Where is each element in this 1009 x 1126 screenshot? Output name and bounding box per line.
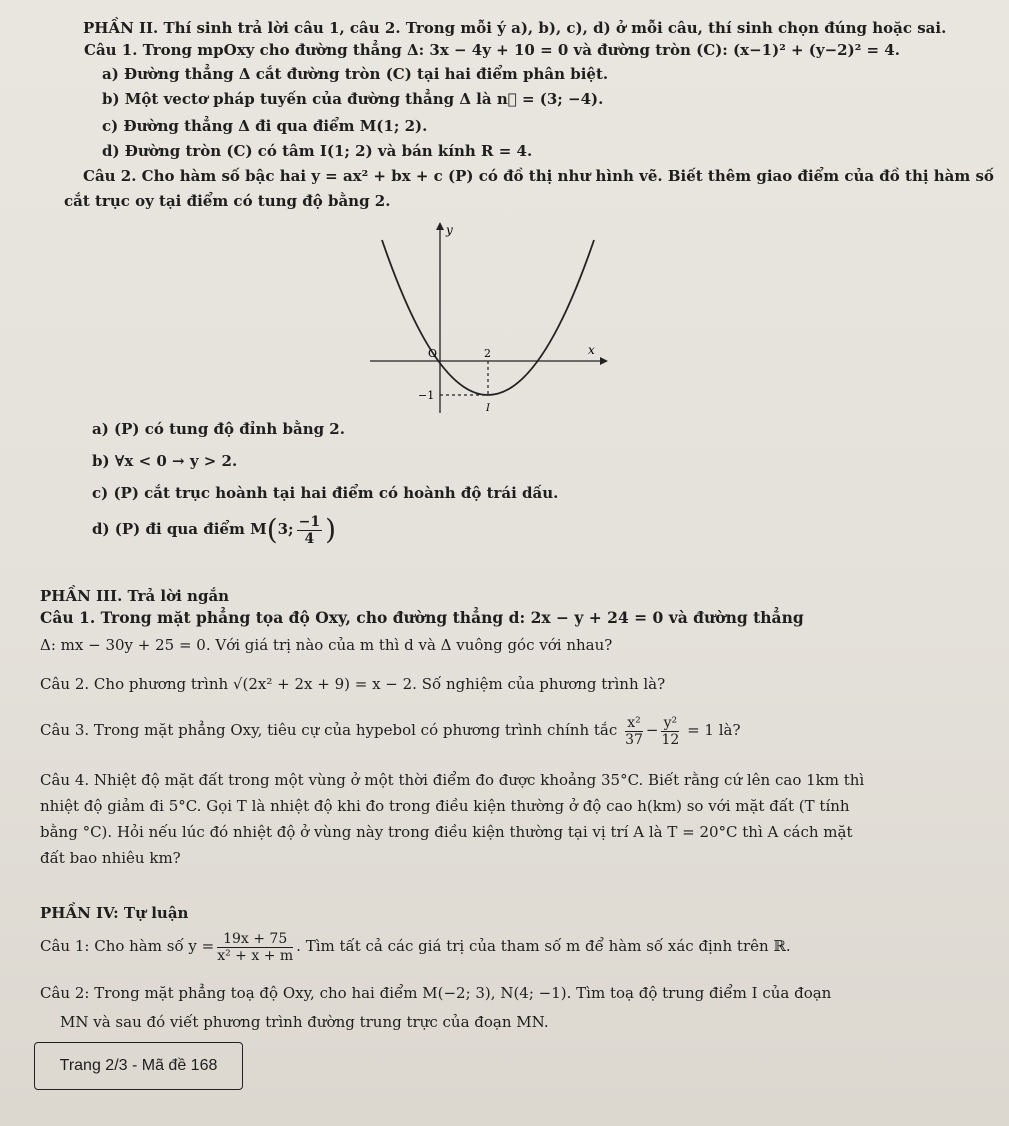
origin-label: O <box>428 347 438 360</box>
page-footer-label: Trang 2/3 - Mã đề 168 <box>34 1042 243 1090</box>
p4-q2-line2: MN và sau đó viết phương trình đường trung trực của đoạn MN. <box>60 1013 549 1031</box>
q1-option-b: b) Một vectơ pháp tuyến của đường thẳng Δ là n⃗ = (3; −4). <box>102 90 604 108</box>
p4-q1-prefix: Câu 1: Cho hàm số y = <box>40 937 215 955</box>
q1-option-c: c) Đường thẳng Δ đi qua điểm M(1; 2). <box>102 117 428 135</box>
p3-q4-line1: Câu 4. Nhiệt độ mặt đất trong một vùng ở một thời điểm đo được khoảng 35°C. Biết rằng cứ lên cao 1km thì <box>40 771 865 789</box>
p3-q3-f2-num: y² <box>661 715 679 732</box>
y-axis-arrow <box>436 222 444 230</box>
q1-stem: Câu 1. Trong mpOxy cho đường thẳng Δ: 3x − 4y + 10 = 0 và đường tròn (C): (x−1)² + (y−2)² = 4. <box>84 41 900 59</box>
p3-q2: Câu 2. Cho phương trình √(2x² + 2x + 9) = x − 2. Số nghiệm của phương trình là? <box>40 675 666 693</box>
q2-option-d-prefix: d) (P) đi qua điểm M <box>92 520 267 538</box>
q2-option-b: b) ∀x < 0 → y > 2. <box>92 452 238 470</box>
p4-q2-line1: Câu 2: Trong mặt phẳng toạ độ Oxy, cho hai điểm M(−2; 3), N(4; −1). Tìm toạ độ trung điểm I của đoạn <box>40 984 832 1002</box>
right-paren: ) <box>325 513 337 546</box>
p3-q1-line1: Câu 1. Trong mặt phẳng tọa độ Oxy, cho đường thẳng d: 2x − y + 24 = 0 và đường thẳng <box>40 608 804 627</box>
y-axis-label: y <box>446 223 453 237</box>
p3-q4-line3: bằng °C). Hỏi nếu lúc đó nhiệt độ ở vùng này trong điều kiện thường tại vị trí A là T = 20°C thì A cách mặt <box>40 823 853 841</box>
p3-q4-line4: đất bao nhiêu km? <box>40 849 181 867</box>
vertex-label: I <box>486 403 490 414</box>
q2-stem-line1: Câu 2. Cho hàm số bậc hai y = ax² + bx + c (P) có đồ thị như hình vẽ. Biết thêm giao điểm của đồ thị hàm số <box>83 167 994 185</box>
q2-option-a: a) (P) có tung độ đỉnh bằng 2. <box>92 420 345 438</box>
q2-point-x: 3; <box>277 520 294 538</box>
p3-q3-f1-den: 37 <box>625 731 643 748</box>
q2-option-d <box>92 509 336 550</box>
p3-q3-prefix: Câu 3. Trong mặt phẳng Oxy, tiêu cự của hypebol có phương trình chính tắc <box>40 721 618 739</box>
p4-q1-den: x² + x + m <box>217 947 294 964</box>
x-axis-arrow <box>600 357 608 365</box>
p3-q3 <box>40 710 741 750</box>
p3-q1-line2: Δ: mx − 30y + 25 = 0. Với giá trị nào của m thì d và Δ vuông góc với nhau? <box>40 636 613 654</box>
part4-heading: PHẦN IV: Tự luận <box>40 904 189 922</box>
q2-frac-den: 4 <box>304 530 315 547</box>
p4-q1-num: 19x + 75 <box>217 931 293 948</box>
q2-stem-line2: cắt trục oy tại điểm có tung độ bằng 2. <box>64 192 391 210</box>
part3-heading: PHẦN III. Trả lời ngắn <box>40 587 230 605</box>
q2-option-c: c) (P) cắt trục hoành tại hai điểm có hoành độ trái dấu. <box>92 484 559 502</box>
parabola-graph <box>360 218 610 418</box>
p4-q1 <box>40 925 791 967</box>
q1-option-a: a) Đường thẳng Δ cắt đường tròn (C) tại hai điểm phân biệt. <box>102 65 609 83</box>
tick-y-minus1: −1 <box>418 389 435 402</box>
p4-q1-suffix: . Tìm tất cả các giá trị của tham số m để hàm số xác định trên ℝ. <box>296 937 791 955</box>
p3-q3-f1-num: x² <box>625 715 643 732</box>
p3-q3-minus: − <box>645 721 659 739</box>
p3-q4-line2: nhiệt độ giảm đi 5°C. Gọi T là nhiệt độ khi đo trong điều kiện thường ở độ cao h(km) so với mặt đất (T tính <box>40 797 850 815</box>
tick-x-2: 2 <box>484 347 491 360</box>
x-axis-label: x <box>588 343 595 357</box>
parabola-curve <box>382 240 594 395</box>
p3-q3-f2-den: 12 <box>661 731 680 748</box>
p3-q3-suffix: = 1 là? <box>687 721 741 739</box>
q2-frac-num: −1 <box>298 513 321 530</box>
part2-heading: PHẦN II. Thí sinh trả lời câu 1, câu 2. Trong mỗi ý a), b), c), d) ở mỗi câu, thí sinh chọn đúng hoặc sai. <box>83 19 947 37</box>
left-paren: ( <box>266 513 278 546</box>
q1-option-d: d) Đường tròn (C) có tâm I(1; 2) và bán kính R = 4. <box>102 142 533 160</box>
